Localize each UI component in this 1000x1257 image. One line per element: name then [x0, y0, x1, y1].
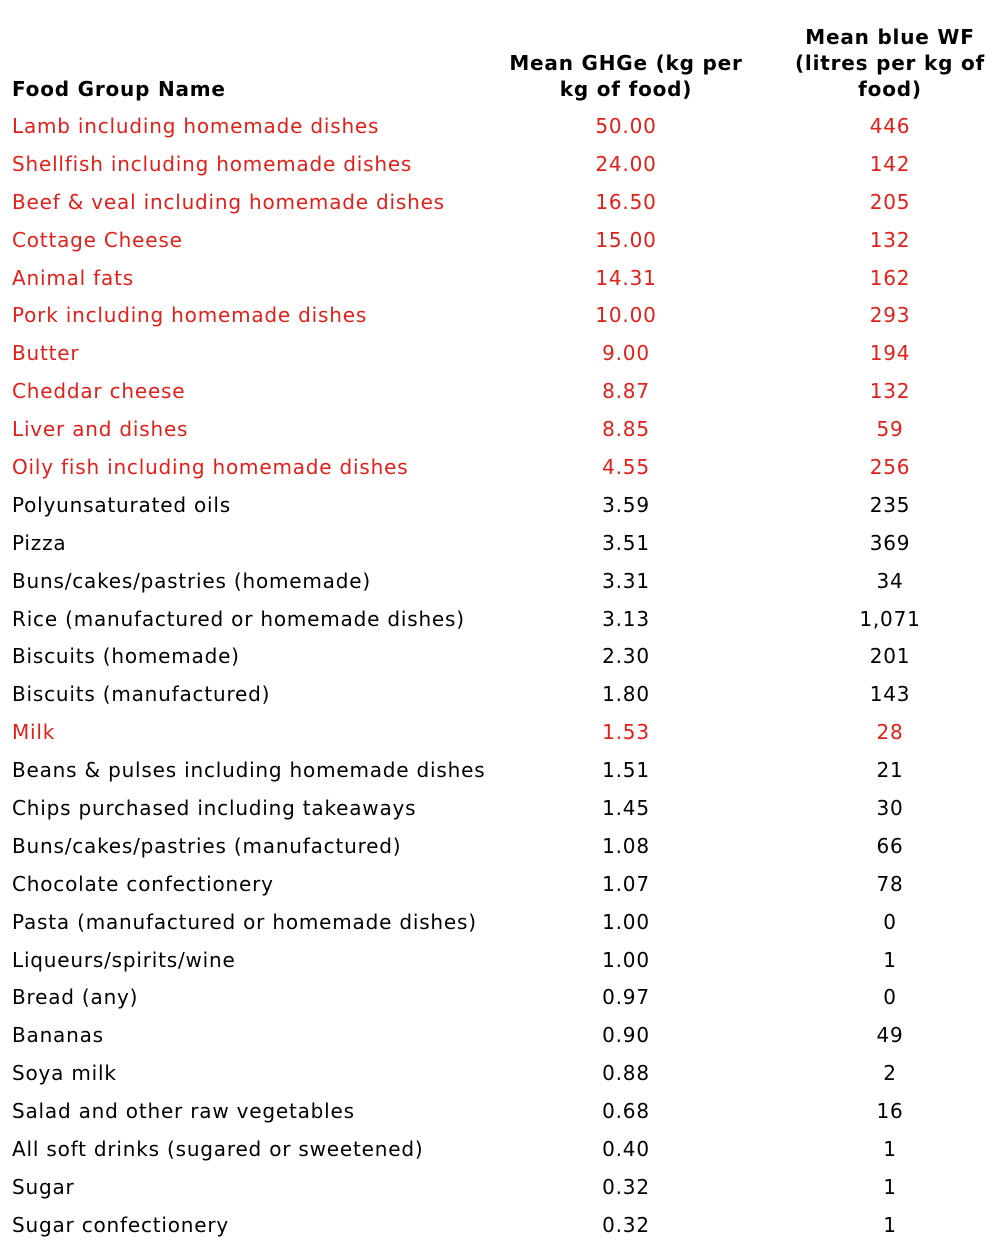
mean-ghge-cell: 3.13 [602, 606, 650, 631]
food-group-name-cell: Cheddar cheese [12, 379, 186, 404]
mean-ghge-cell: 0.88 [602, 1061, 650, 1086]
food-group-name-cell: Chips purchased including takeaways [12, 796, 417, 821]
table-row [0, 525, 1000, 563]
mean-ghge-cell: 15.00 [595, 227, 657, 252]
header-mean-ghge: Mean GHGe (kg per kg of food) [509, 51, 743, 101]
mean-ghge-cell: 3.51 [602, 530, 650, 555]
mean-blue-wf-cell: 369 [869, 530, 911, 555]
mean-blue-wf-cell: 142 [869, 151, 911, 176]
mean-blue-wf-cell: 66 [876, 833, 904, 858]
table-row [0, 1169, 1000, 1207]
mean-blue-wf-cell: 0 [883, 985, 897, 1010]
food-group-name-cell: Oily fish including homemade dishes [12, 455, 409, 480]
mean-blue-wf-cell: 30 [876, 796, 904, 821]
table-row [0, 979, 1000, 1017]
mean-ghge-cell: 2.30 [602, 644, 650, 669]
table-row [0, 1131, 1000, 1169]
mean-ghge-cell: 8.87 [602, 379, 650, 404]
mean-ghge-cell: 0.32 [602, 1212, 650, 1237]
food-group-name-cell: Butter [12, 341, 80, 366]
mean-ghge-cell: 3.31 [602, 568, 650, 593]
food-group-name-cell: Biscuits (homemade) [12, 644, 240, 669]
mean-ghge-cell: 24.00 [595, 151, 657, 176]
table-row [0, 638, 1000, 676]
food-group-name-cell: Beef & veal including homemade dishes [12, 189, 445, 214]
food-group-name-cell: Bananas [12, 1023, 104, 1048]
mean-blue-wf-cell: 235 [869, 492, 911, 517]
table-row [0, 184, 1000, 222]
mean-blue-wf-cell: 0 [883, 909, 897, 934]
mean-ghge-cell: 0.40 [602, 1137, 650, 1162]
mean-blue-wf-cell: 194 [869, 341, 911, 366]
food-group-name-cell: Biscuits (manufactured) [12, 682, 271, 707]
table-row [0, 1093, 1000, 1131]
mean-ghge-cell: 4.55 [602, 455, 650, 480]
mean-blue-wf-cell: 49 [876, 1023, 904, 1048]
table-row [0, 1207, 1000, 1245]
mean-blue-wf-cell: 201 [869, 644, 911, 669]
table-row [0, 222, 1000, 260]
mean-ghge-cell: 1.00 [602, 909, 650, 934]
header-food-group-name: Food Group Name [12, 77, 226, 101]
table-row [0, 714, 1000, 752]
mean-ghge-cell: 0.32 [602, 1174, 650, 1199]
mean-ghge-cell: 1.51 [602, 758, 650, 783]
mean-blue-wf-cell: 1 [883, 947, 897, 972]
food-group-name-cell: Liver and dishes [12, 417, 189, 442]
mean-blue-wf-cell: 59 [876, 417, 904, 442]
mean-ghge-cell: 1.45 [602, 796, 650, 821]
table-row [0, 828, 1000, 866]
food-group-name-cell: Shellfish including homemade dishes [12, 151, 413, 176]
food-group-name-cell: Soya milk [12, 1061, 117, 1086]
mean-ghge-cell: 3.59 [602, 492, 650, 517]
food-group-name-cell: Sugar confectionery [12, 1212, 230, 1237]
table-row [0, 146, 1000, 184]
mean-ghge-cell: 8.85 [602, 417, 650, 442]
table-row [0, 752, 1000, 790]
food-group-name-cell: Salad and other raw vegetables [12, 1099, 355, 1124]
mean-blue-wf-cell: 78 [876, 871, 904, 896]
table-row [0, 1017, 1000, 1055]
food-group-name-cell: Buns/cakes/pastries (manufactured) [12, 833, 402, 858]
table-row [0, 676, 1000, 714]
food-group-name-cell: Pork including homemade dishes [12, 303, 368, 328]
mean-blue-wf-cell: 293 [869, 303, 911, 328]
mean-ghge-cell: 1.80 [602, 682, 650, 707]
table-row [0, 335, 1000, 373]
mean-blue-wf-cell: 1 [883, 1174, 897, 1199]
mean-ghge-cell: 16.50 [595, 189, 657, 214]
food-group-name-cell: Polyunsaturated oils [12, 492, 231, 517]
mean-blue-wf-cell: 132 [869, 227, 911, 252]
mean-blue-wf-cell: 446 [869, 114, 911, 138]
food-group-name-cell: Rice (manufactured or homemade dishes) [12, 606, 465, 631]
table-row [0, 942, 1000, 980]
food-group-name-cell: Pasta (manufactured or homemade dishes) [12, 909, 477, 934]
food-group-name-cell: Milk [12, 720, 56, 745]
mean-ghge-cell: 1.00 [602, 947, 650, 972]
mean-blue-wf-cell: 21 [876, 758, 904, 783]
table-row [0, 260, 1000, 298]
food-group-name-cell: Beans & pulses including homemade dishes [12, 758, 486, 783]
mean-ghge-cell: 0.68 [602, 1099, 650, 1124]
food-group-name-cell: Pizza [12, 530, 67, 555]
table-row [0, 1055, 1000, 1093]
header-mean-blue-wf: Mean blue WF (litres per kg of food) [794, 25, 986, 101]
table-row [0, 866, 1000, 904]
mean-ghge-cell: 50.00 [595, 114, 657, 138]
table-row [0, 904, 1000, 942]
table-header [0, 0, 1000, 112]
mean-ghge-cell: 14.31 [595, 265, 657, 290]
food-group-name-cell: Cottage Cheese [12, 227, 183, 252]
mean-blue-wf-cell: 16 [876, 1099, 904, 1124]
mean-blue-wf-cell: 1,071 [859, 606, 921, 631]
mean-blue-wf-cell: 132 [869, 379, 911, 404]
food-group-name-cell: Sugar [12, 1174, 75, 1199]
mean-ghge-cell: 9.00 [602, 341, 650, 366]
food-group-name-cell: Buns/cakes/pastries (homemade) [12, 568, 371, 593]
food-group-name-cell: Lamb including homemade dishes [12, 114, 380, 138]
mean-blue-wf-cell: 256 [869, 455, 911, 480]
food-group-name-cell: All soft drinks (sugared or sweetened) [12, 1137, 424, 1162]
mean-blue-wf-cell: 34 [876, 568, 904, 593]
food-group-name-cell: Bread (any) [12, 985, 139, 1010]
table-row [0, 297, 1000, 335]
mean-blue-wf-cell: 28 [876, 720, 904, 745]
mean-blue-wf-cell: 1 [883, 1137, 897, 1162]
table-row [0, 108, 1000, 146]
mean-blue-wf-cell: 2 [883, 1061, 897, 1086]
table-row [0, 601, 1000, 639]
mean-ghge-cell: 10.00 [595, 303, 657, 328]
table-row [0, 790, 1000, 828]
food-group-name-cell: Liqueurs/spirits/wine [12, 947, 236, 972]
table-body [0, 108, 1000, 1245]
mean-blue-wf-cell: 205 [869, 189, 911, 214]
table-row [0, 563, 1000, 601]
mean-ghge-cell: 0.97 [602, 985, 650, 1010]
food-group-name-cell: Chocolate confectionery [12, 871, 274, 896]
mean-blue-wf-cell: 162 [869, 265, 911, 290]
mean-blue-wf-cell: 143 [869, 682, 911, 707]
mean-ghge-cell: 0.90 [602, 1023, 650, 1048]
table-row [0, 373, 1000, 411]
table-row [0, 449, 1000, 487]
food-group-name-cell: Animal fats [12, 265, 134, 290]
mean-ghge-cell: 1.08 [602, 833, 650, 858]
mean-ghge-cell: 1.53 [602, 720, 650, 745]
table-row [0, 411, 1000, 449]
mean-ghge-cell: 1.07 [602, 871, 650, 896]
mean-blue-wf-cell: 1 [883, 1212, 897, 1237]
table-row [0, 487, 1000, 525]
